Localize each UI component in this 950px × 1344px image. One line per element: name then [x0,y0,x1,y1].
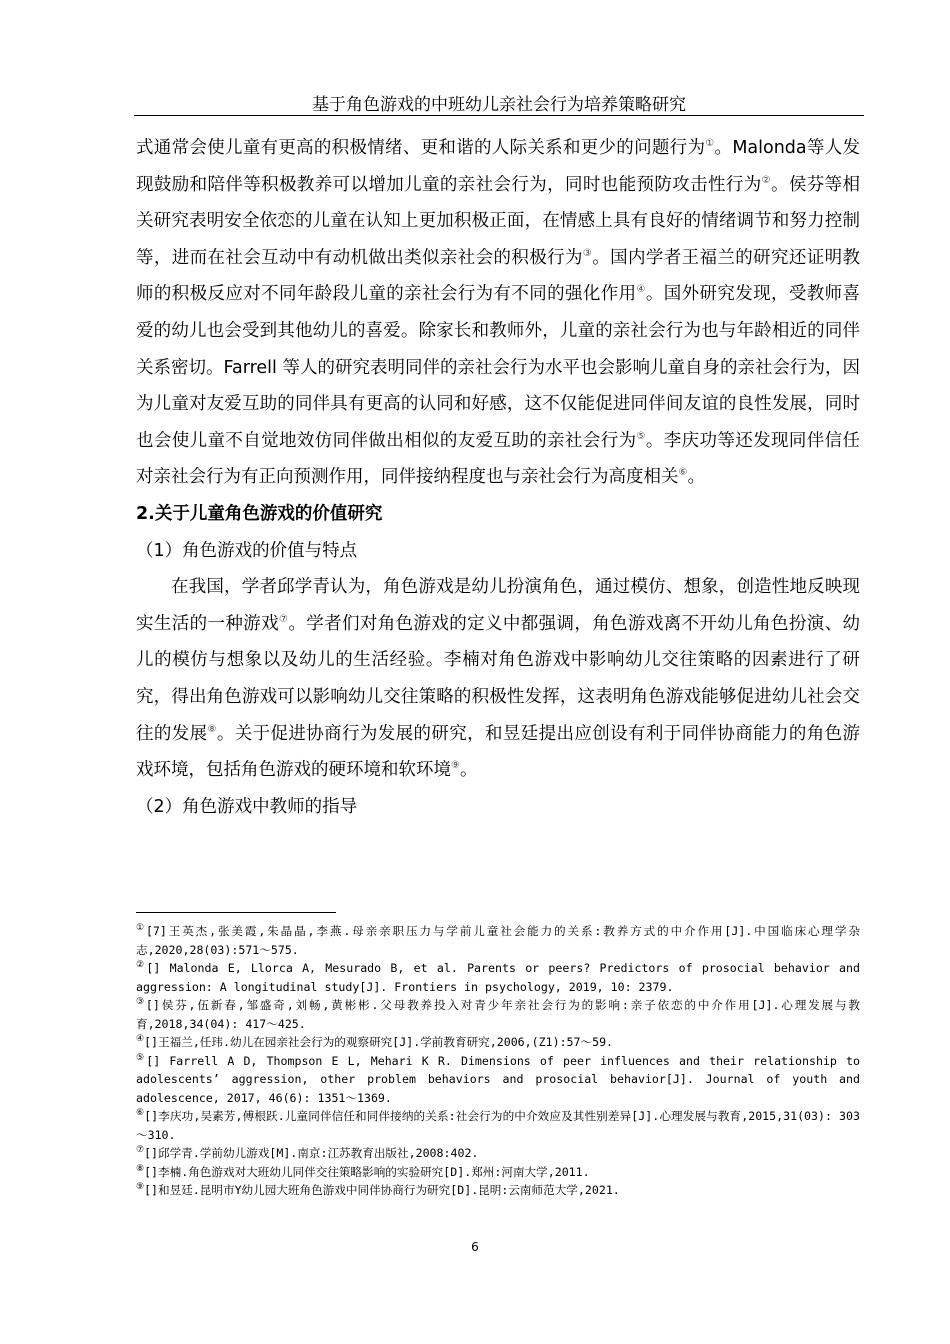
footnote [136,996,860,1033]
text-run: 。李庆功等还发现同伴信任对亲社会行为有正向预测作用，同伴接纳程度也与亲社会行为高度相关 [136,430,861,488]
text-run: 。学者们对角色游戏的定义中都强调，角色游戏离不开幼儿角色扮演、幼儿的模仿与想象以及幼儿的生活经验。李楠对角色游戏中影响幼儿交往策略的因素进行了研究，得出角色游戏可以影响幼儿交往策略的积极性发挥，这表明角色游戏能够促进幼儿社会交往的发展 [136,613,861,744]
footnotes [136,922,860,1200]
footnote [136,1144,860,1163]
citation-mark: ④ [636,284,646,296]
body-paragraph [136,569,860,789]
main-body [136,130,860,825]
text-run: 。 [459,760,478,781]
footnote [136,922,860,959]
footnote-mark: ⑥ [136,1108,145,1119]
footnote-text: [] Malonda E, Llorca A, Mesurado B, et al. Parents or peers? Predictors of prosocial behavior and aggression: A longitudinal study[J]. Frontiers in psychology, 2019, 10: 2379. [136,961,860,994]
footnote [136,1033,860,1052]
citation-mark: ⑧ [207,723,217,735]
body-paragraph [136,130,860,496]
footnote-divider [136,912,336,913]
footnote-text: []侯芬,伍新春,邹盛奇,刘畅,黄彬彬.父母教养投入对青少年亲社会行为的影响:亲子依恋的中介作用[J].心理发展与教育,2018,34(04): 417～425. [136,998,860,1031]
citation-mark: ② [761,174,771,186]
footnote [136,959,860,996]
footnote-text: [7]王英杰,张美霞,朱晶晶,李燕.母亲亲职压力与学前儿童社会能力的关系:教养方式的中介作用[J].中国临床心理学杂志,2020,28(03):571～575. [136,924,860,957]
citation-mark: ⑦ [279,613,289,625]
sub-heading: （2）角色游戏中教师的指导 [136,796,358,817]
text-run: 。国外研究发现，受教师喜爱的幼儿也会受到其他幼儿的喜爱。除家长和教师外，儿童的亲社会行为也与年龄相近的同伴关系密切。Farrell 等人的研究表明同伴的亲社会行为水平也会影响儿童自身的亲社会行为，因为儿童对友爱互助的同伴具有更高的认同和好感，这不仅能促进同伴间友谊的良性发展，同时也会使儿童不自觉地效仿同伴做出相似的友爱互助的亲社会行为 [136,284,861,451]
page-number: 6 [471,1240,479,1254]
text-run: 。Malonda等人发现鼓励和陪伴等积极教养可以增加儿童的亲社会行为，同时也能预防攻击性行为 [136,138,861,195]
section-heading: 2.关于儿童角色游戏的价值研究 [136,503,383,524]
footnote-text: []和昱廷.昆明市Y幼儿园大班角色游戏中同伴协商行为研究[D].昆明:云南师范大学,2021. [144,1183,620,1197]
footnote-mark: ⑨ [136,1182,145,1193]
text-run: 式通常会使儿童有更高的积极情绪、更和谐的人际关系和更少的问题行为 [136,138,706,158]
footnote [136,1181,860,1200]
footnote-mark: ④ [136,1034,145,1045]
footnote-mark: ② [136,960,147,971]
citation-mark: ⑥ [678,467,688,479]
footnote-text: []王福兰,任玮.幼儿在园亲社会行为的观察研究[J].学前教育研究,2006,(Z1):57～59. [144,1035,614,1049]
sub-heading: （1）角色游戏的价值与特点 [136,540,358,561]
citation-mark: ① [705,138,715,150]
header-divider [134,115,864,116]
footnote-mark: ③ [136,997,146,1008]
footnote-mark: ⑤ [136,1052,147,1063]
footnote [136,1163,860,1182]
footnote-text: []李庆功,吴素芳,傅根跃.儿童同伴信任和同伴接纳的关系:社会行为的中介效应及其性别差异[J].心理发展与教育,2015,31(03): 303～310. [136,1109,860,1142]
footnote-mark: ① [136,923,146,934]
citation-mark: ⑤ [636,430,646,442]
text-run: 。国内学者王福兰的研究还证明教师的积极反应对不同年龄段儿童的亲社会行为有不同的强化作用 [136,247,861,305]
footnote-text: []李楠.角色游戏对大班幼儿同伴交往策略影响的实验研究[D].郑州:河南大学,2011. [144,1164,590,1179]
text-run: 。 [687,467,705,488]
footnote-text: [] Farrell A D, Thompson E L, Mehari K R. Dimensions of peer influences and their relationship to adolescents’ aggression, other problem behaviors and prosocial behavior[J]. Journal of youth and adolescence, 2017, 46(6): 1351～1369. [136,1053,860,1105]
running-header: 基于角色游戏的中班幼儿亲社会行为培养策略研究 [312,95,686,115]
text-run: 。关于促进协商行为发展的研究，和昱廷提出应创设有利于同伴协商能力的角色游戏环境，包括角色游戏的硬环境和软环境 [136,723,861,781]
text-run: 在我国，学者邱学青认为，角色游戏是幼儿扮演角色，通过模仿、想象，创造性地反映现实生活的一种游戏 [136,577,860,634]
citation-mark: ③ [582,247,593,259]
text-run: 。侯芬等相关研究表明安全依恋的儿童在认知上更加积极正面，在情感上具有良好的情绪调节和努力控制等，进而在社会互动中有动机做出类似亲社会的积极行为 [136,174,861,268]
footnote-text: []邱学青.学前幼儿游戏[M].南京:江苏教育出版社,2008:402. [144,1146,479,1160]
footnote-mark: ⑧ [136,1163,145,1174]
footnote [136,1107,860,1144]
footnote-mark: ⑦ [136,1145,145,1156]
footnote [136,1052,860,1108]
citation-mark: ⑨ [451,760,460,772]
